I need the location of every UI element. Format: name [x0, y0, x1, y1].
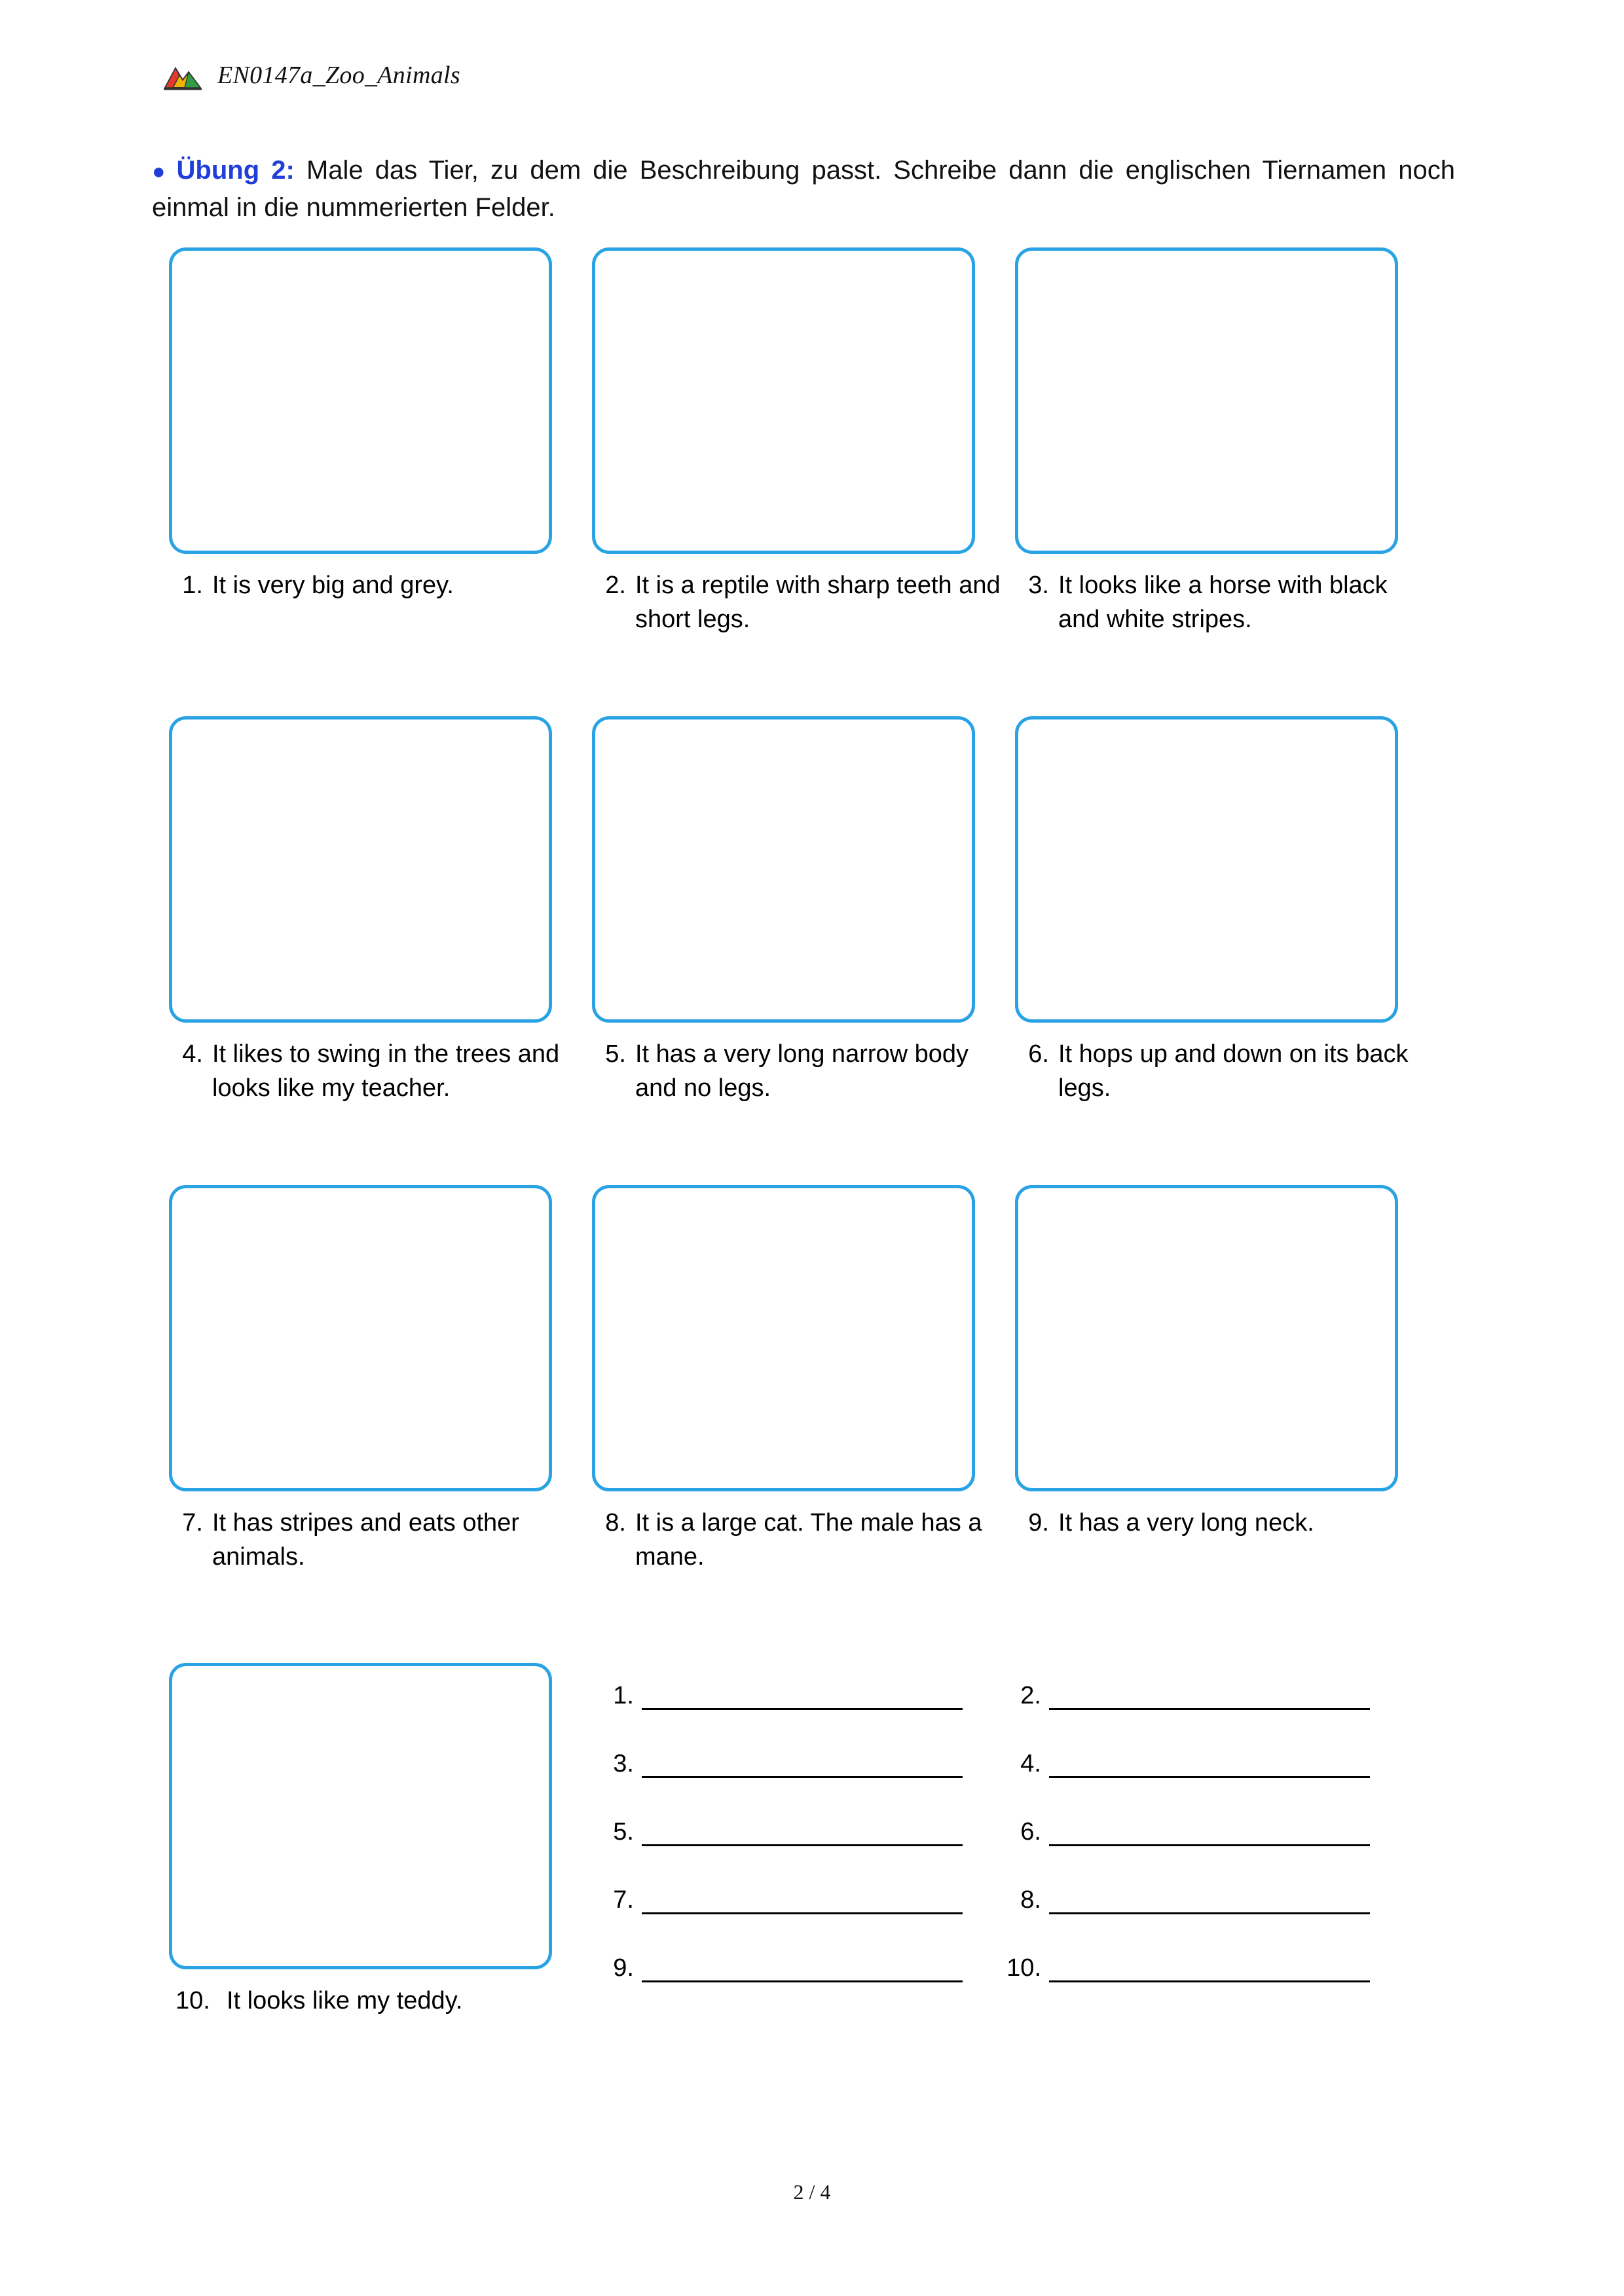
drawing-box-7[interactable] — [169, 1185, 552, 1491]
task-text: It hops up and down on its back legs. — [1058, 1040, 1409, 1102]
answer-input-2[interactable] — [1049, 1686, 1370, 1710]
answer-item — [592, 1812, 999, 1846]
drawing-box-1[interactable] — [169, 247, 552, 554]
task-number: 6. — [1028, 1040, 1049, 1068]
task-number: 4. — [182, 1040, 203, 1068]
row-spacer — [169, 1122, 1439, 1185]
task-text: It looks like my teddy. — [227, 1987, 463, 2014]
answer-number: 2. — [1020, 1682, 1041, 1709]
task-cell — [1015, 1185, 1438, 1591]
task-cell — [1015, 247, 1438, 653]
task-cell — [169, 716, 592, 1122]
drawing-box-9[interactable] — [1015, 1185, 1398, 1491]
drawing-box-4[interactable] — [169, 716, 552, 1023]
exercise-label: Übung 2: — [176, 156, 295, 185]
task-text: It is very big and grey. — [212, 572, 454, 599]
task-caption-5 — [592, 1037, 1015, 1122]
task-number: 8. — [605, 1509, 626, 1537]
task-number: 9. — [1028, 1509, 1049, 1537]
task-cell — [592, 247, 1015, 653]
document-title: EN0147a_Zoo_Animals — [217, 62, 460, 89]
answer-number: 9. — [613, 1954, 634, 1982]
answer-input-10[interactable] — [1049, 1958, 1370, 1982]
task-number: 10. — [175, 1987, 210, 2014]
answer-input-6[interactable] — [1049, 1822, 1370, 1846]
answer-input-8[interactable] — [1049, 1890, 1370, 1914]
drawing-box-5[interactable] — [592, 716, 975, 1023]
answer-number: 7. — [613, 1886, 634, 1914]
answer-grid — [592, 1676, 1407, 2016]
answer-input-5[interactable] — [642, 1822, 963, 1846]
page-footer — [0, 2180, 1624, 2204]
answer-input-7[interactable] — [642, 1890, 963, 1914]
tasks-row — [169, 247, 1439, 653]
task-caption-9 — [1015, 1506, 1438, 1591]
task-text: It has a very long neck. — [1058, 1509, 1314, 1537]
task-cell — [169, 1663, 592, 2018]
answer-item — [999, 1744, 1407, 1778]
drawing-box-2[interactable] — [592, 247, 975, 554]
drawing-box-8[interactable] — [592, 1185, 975, 1491]
answer-number: 3. — [613, 1750, 634, 1777]
task-cell — [592, 716, 1015, 1122]
task-number: 2. — [605, 572, 626, 599]
answer-item — [592, 1744, 999, 1778]
task-number: 5. — [605, 1040, 626, 1068]
answer-input-9[interactable] — [642, 1958, 963, 1982]
drawing-box-10[interactable] — [169, 1663, 552, 1969]
task-caption-4 — [169, 1037, 592, 1122]
task-caption-10 — [169, 1984, 592, 2018]
answer-number: 4. — [1020, 1750, 1041, 1777]
tasks-row — [169, 1185, 1439, 1591]
answer-item — [999, 1880, 1407, 1914]
answer-item — [592, 1676, 999, 1710]
answer-item — [592, 1948, 999, 1982]
drawing-box-3[interactable] — [1015, 247, 1398, 554]
page-header — [162, 59, 460, 92]
task-text: It has stripes and eats other animals. — [212, 1509, 519, 1571]
answer-number: 5. — [613, 1818, 634, 1846]
task-caption-8 — [592, 1506, 1015, 1591]
answer-number: 6. — [1020, 1818, 1041, 1846]
answers-section — [592, 1663, 1439, 2018]
task-text: It is a reptile with sharp teeth and short legs. — [635, 572, 1001, 634]
answer-number: 10. — [1006, 1954, 1041, 1982]
task-cell — [1015, 716, 1438, 1122]
task-number: 1. — [182, 572, 203, 599]
task-cell — [169, 1185, 592, 1591]
bottom-section — [169, 1663, 1439, 2018]
task-cell — [592, 1185, 1015, 1591]
drawing-box-6[interactable] — [1015, 716, 1398, 1023]
task-text: It likes to swing in the trees and looks like my teacher. — [212, 1040, 560, 1102]
task-text: It looks like a horse with black and white stripes. — [1058, 572, 1388, 634]
answer-item — [999, 1676, 1407, 1710]
answer-item — [592, 1880, 999, 1914]
task-cell — [169, 247, 592, 653]
task-caption-2 — [592, 568, 1015, 653]
bullet-icon: ● — [152, 159, 170, 185]
tasks-row — [169, 716, 1439, 1122]
tasks-grid — [169, 247, 1439, 1591]
task-caption-1 — [169, 568, 592, 653]
answer-item — [999, 1948, 1407, 1982]
task-text: It has a very long narrow body and no legs. — [635, 1040, 969, 1102]
answer-input-1[interactable] — [642, 1686, 963, 1710]
instruction-line — [152, 152, 1455, 227]
task-text: It is a large cat. The male has a mane. — [635, 1509, 982, 1571]
task-number: 7. — [182, 1509, 203, 1537]
task-caption-3 — [1015, 568, 1438, 653]
answer-number: 1. — [613, 1682, 634, 1709]
row-spacer — [169, 653, 1439, 716]
answer-item — [999, 1812, 1407, 1846]
mountain-logo-icon — [162, 59, 203, 92]
answer-input-4[interactable] — [1049, 1754, 1370, 1778]
answer-number: 8. — [1020, 1886, 1041, 1914]
task-number: 3. — [1028, 572, 1049, 599]
answer-input-3[interactable] — [642, 1754, 963, 1778]
instruction-text: Male das Tier, zu dem die Beschreibung passt. Schreibe dann die englischen Tiernamen noch einmal in die nummerierten Felder. — [152, 156, 1455, 222]
page-number: 2 / 4 — [793, 2180, 831, 2204]
task-caption-7 — [169, 1506, 592, 1591]
task-caption-6 — [1015, 1037, 1438, 1122]
